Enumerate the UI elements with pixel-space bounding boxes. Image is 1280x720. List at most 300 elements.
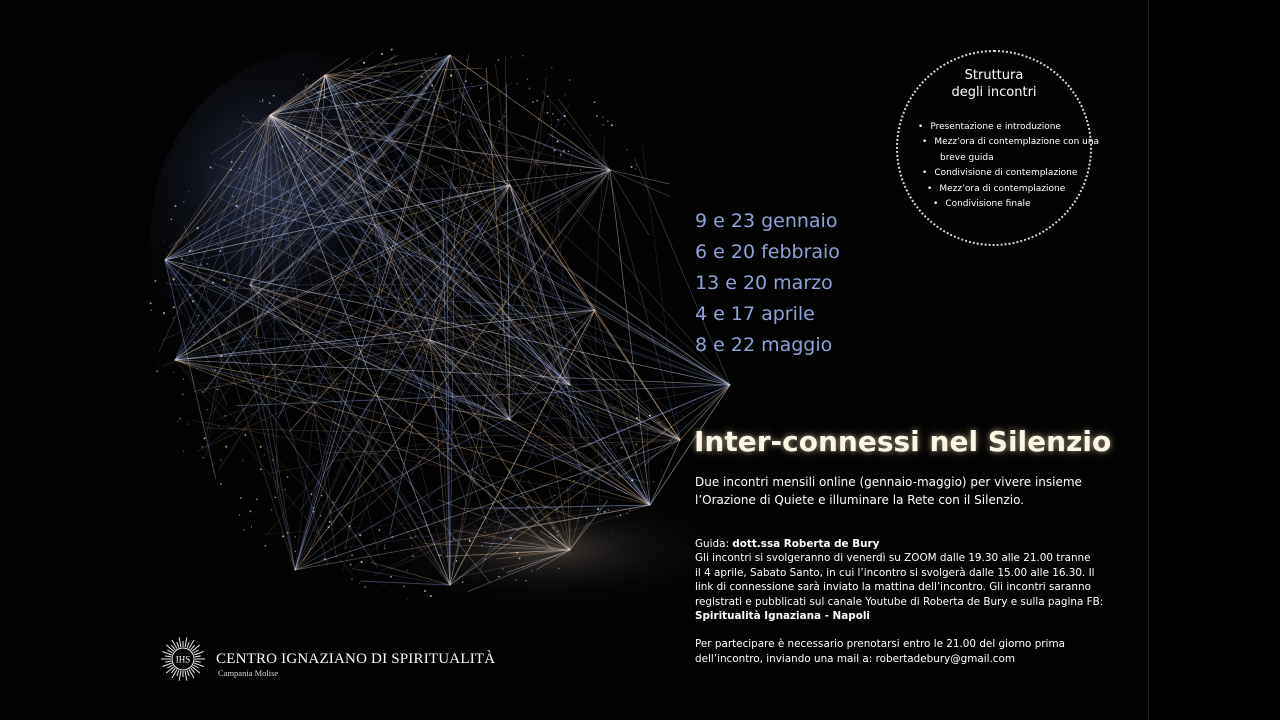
logo-ray bbox=[177, 670, 179, 676]
network-node bbox=[430, 595, 432, 597]
network-node bbox=[569, 79, 570, 80]
network-node bbox=[193, 333, 195, 335]
network-node bbox=[596, 115, 598, 117]
network-node bbox=[528, 87, 530, 89]
structure-item: • Condivisione finale bbox=[933, 199, 1031, 210]
network-node bbox=[183, 201, 184, 202]
network-node bbox=[456, 560, 458, 562]
network-node bbox=[551, 67, 553, 69]
network-node bbox=[412, 545, 413, 546]
info-line-email: dell’incontro, inviando una mail a: robertadebury@gmail.com bbox=[695, 652, 1016, 665]
network-node bbox=[492, 535, 494, 537]
network-node bbox=[324, 96, 326, 98]
network-node bbox=[411, 90, 412, 91]
network-node bbox=[428, 536, 429, 537]
network-node bbox=[445, 538, 446, 539]
network-node bbox=[560, 153, 562, 155]
network-node bbox=[329, 521, 331, 523]
network-node bbox=[618, 473, 619, 474]
network-node bbox=[206, 263, 208, 265]
network-node bbox=[469, 539, 470, 540]
network-node bbox=[313, 510, 315, 512]
date-line: 9 e 23 gennaio bbox=[695, 210, 838, 232]
guide-line: Guida: dott.ssa Roberta de Bury bbox=[695, 538, 880, 550]
network-node bbox=[181, 278, 182, 279]
network-node bbox=[220, 483, 222, 485]
network-node bbox=[177, 421, 178, 422]
network-node bbox=[564, 115, 566, 117]
network-edge bbox=[326, 440, 680, 453]
network-node bbox=[193, 341, 195, 343]
network-node bbox=[324, 558, 326, 560]
network-node bbox=[638, 419, 640, 421]
network-node bbox=[260, 446, 262, 448]
network-node bbox=[308, 130, 310, 132]
network-node bbox=[597, 508, 599, 510]
network-node bbox=[573, 480, 574, 481]
network-node bbox=[554, 495, 555, 496]
network-node bbox=[524, 105, 525, 106]
network-node bbox=[242, 115, 244, 117]
network-node bbox=[557, 119, 559, 121]
structure-item: • Mezz’ora di contemplazione bbox=[927, 183, 1066, 194]
network-node bbox=[351, 554, 353, 556]
network-node bbox=[608, 509, 609, 510]
network-node bbox=[455, 112, 456, 113]
network-node bbox=[150, 303, 152, 305]
network-node bbox=[359, 583, 360, 584]
network-node bbox=[225, 446, 227, 448]
network-node bbox=[212, 282, 214, 284]
network-node bbox=[182, 394, 183, 395]
network-edge bbox=[610, 170, 669, 184]
network-node bbox=[307, 79, 308, 80]
logo-ray bbox=[191, 668, 195, 673]
network-node bbox=[294, 126, 296, 128]
network-node bbox=[532, 570, 533, 571]
structure-title-line-2: degli incontri bbox=[951, 85, 1037, 100]
structure-item: • Mezz’ora di contemplazione con una bbox=[922, 137, 1100, 148]
network-node bbox=[433, 106, 435, 108]
network-node bbox=[208, 258, 209, 259]
network-node bbox=[271, 509, 273, 511]
network-node bbox=[645, 422, 646, 423]
network-node bbox=[510, 537, 512, 539]
network-node bbox=[554, 149, 556, 151]
network-node bbox=[523, 527, 525, 529]
network-node bbox=[208, 309, 210, 311]
network-node bbox=[429, 540, 430, 541]
network-node bbox=[231, 161, 233, 163]
network-node bbox=[310, 548, 311, 549]
logo-ray bbox=[187, 670, 189, 676]
bullet-icon: • bbox=[922, 137, 928, 148]
date-line: 8 e 22 maggio bbox=[695, 334, 833, 356]
network-node bbox=[558, 568, 560, 570]
logo-ray bbox=[167, 650, 172, 653]
network-node bbox=[480, 87, 482, 89]
network-node bbox=[316, 144, 318, 146]
network-node bbox=[269, 102, 271, 104]
network-node bbox=[262, 99, 263, 100]
network-node bbox=[627, 513, 628, 514]
network-node bbox=[241, 182, 242, 183]
network-node bbox=[341, 514, 343, 516]
logo-ray bbox=[185, 637, 187, 647]
network-node bbox=[303, 74, 304, 75]
logo-monogram: IHS bbox=[175, 654, 191, 665]
network-node bbox=[285, 489, 286, 490]
network-node bbox=[260, 468, 262, 470]
network-node bbox=[198, 315, 199, 316]
logo-ray bbox=[193, 665, 198, 668]
network-globe-image bbox=[130, 30, 750, 610]
network-node bbox=[181, 258, 183, 260]
network-node bbox=[203, 212, 204, 213]
network-node bbox=[353, 73, 354, 74]
logo-ray bbox=[195, 661, 201, 662]
network-node bbox=[403, 585, 405, 587]
network-node bbox=[532, 101, 534, 103]
date-line: 4 e 17 aprile bbox=[695, 303, 815, 325]
logo-ray bbox=[195, 656, 201, 657]
network-node bbox=[259, 101, 260, 102]
network-node bbox=[453, 538, 455, 540]
network-node bbox=[352, 112, 353, 113]
network-node bbox=[498, 120, 500, 122]
bullet-icon: • bbox=[927, 183, 933, 194]
network-node bbox=[629, 498, 630, 499]
network-node bbox=[450, 74, 452, 76]
network-node bbox=[207, 409, 208, 410]
ihs-sun-logo-icon bbox=[160, 636, 206, 682]
network-node bbox=[171, 219, 172, 220]
network-node bbox=[390, 576, 392, 578]
network-node bbox=[504, 116, 506, 118]
network-node bbox=[173, 306, 175, 308]
network-node bbox=[388, 73, 390, 75]
network-node bbox=[216, 389, 218, 391]
network-node bbox=[473, 553, 474, 554]
network-node bbox=[415, 556, 416, 557]
network-node bbox=[391, 536, 393, 538]
network-node bbox=[557, 535, 559, 537]
network-node bbox=[556, 508, 558, 510]
network-node bbox=[564, 500, 565, 501]
network-node bbox=[174, 205, 176, 207]
network-node bbox=[295, 536, 296, 537]
network-node bbox=[307, 84, 308, 85]
network-node bbox=[213, 168, 214, 169]
network-node bbox=[321, 559, 322, 560]
network-node bbox=[436, 553, 437, 554]
bullet-icon: • bbox=[922, 168, 928, 179]
network-node bbox=[412, 555, 414, 557]
network-node bbox=[617, 516, 618, 517]
network-node bbox=[204, 437, 206, 439]
network-node bbox=[372, 121, 373, 122]
network-node bbox=[479, 101, 480, 102]
info-line: il 4 aprile, Sabato Santo, in cui l’incontro si svolgerà dalle 15.00 alle 16.30. Il bbox=[695, 566, 1095, 579]
network-node bbox=[282, 535, 284, 537]
network-node bbox=[557, 140, 559, 142]
network-node bbox=[384, 547, 385, 548]
network-node bbox=[156, 370, 158, 372]
network-node bbox=[281, 145, 283, 147]
network-node bbox=[421, 76, 423, 78]
network-node bbox=[612, 532, 613, 533]
network-node bbox=[462, 581, 463, 582]
network-node bbox=[626, 149, 628, 151]
network-node bbox=[499, 124, 501, 126]
network-node bbox=[515, 579, 517, 581]
network-node bbox=[498, 59, 500, 61]
meeting-structure-circle bbox=[896, 50, 1100, 246]
network-edge bbox=[541, 90, 610, 170]
info-line: link di connessione sarà inviato la mattina dell’incontro. Gli incontri saranno bbox=[695, 581, 1091, 594]
network-node bbox=[577, 520, 578, 521]
network-node bbox=[150, 309, 152, 311]
network-node bbox=[347, 101, 348, 102]
network-node bbox=[173, 372, 174, 373]
network-node bbox=[264, 454, 265, 455]
network-node bbox=[635, 451, 637, 453]
structure-title bbox=[898, 67, 1090, 101]
network-node bbox=[580, 169, 581, 170]
network-node bbox=[298, 159, 299, 160]
network-node bbox=[441, 571, 442, 572]
structure-item: • Condivisione di contemplazione bbox=[922, 168, 1078, 179]
network-node bbox=[189, 250, 191, 252]
network-node bbox=[210, 200, 212, 202]
network-node bbox=[179, 418, 181, 420]
info-line: Per partecipare è necessario prenotarsi entro le 21.00 del giorno prima bbox=[695, 638, 1065, 651]
logo-ray bbox=[193, 650, 198, 653]
network-node bbox=[481, 542, 482, 543]
network-node bbox=[417, 63, 418, 64]
logo-ray bbox=[191, 645, 195, 650]
structure-item: • Presentazione e introduzione bbox=[918, 122, 1061, 132]
network-node bbox=[410, 537, 411, 538]
logo-ray bbox=[187, 642, 189, 648]
network-node bbox=[577, 487, 578, 488]
network-node bbox=[564, 124, 565, 125]
network-node bbox=[620, 447, 622, 449]
network-node bbox=[202, 446, 204, 448]
network-node bbox=[517, 83, 518, 84]
network-node bbox=[631, 166, 633, 168]
network-node bbox=[370, 84, 371, 85]
network-node bbox=[239, 168, 240, 169]
network-node bbox=[187, 424, 188, 425]
network-node bbox=[222, 343, 224, 345]
network-node bbox=[525, 580, 527, 582]
network-node bbox=[356, 103, 358, 105]
network-node bbox=[206, 409, 207, 410]
info-line: Gli incontri si svolgeranno di venerdì su ZOOM dalle 19.30 alle 21.00 tranne bbox=[695, 552, 1091, 565]
network-edge bbox=[510, 77, 547, 420]
network-node bbox=[173, 278, 175, 280]
network-node bbox=[298, 142, 300, 144]
network-node bbox=[547, 95, 549, 97]
network-node bbox=[452, 84, 453, 85]
org-name: CENTRO IGNAZIANO DI SPIRITUALITÀ bbox=[216, 651, 496, 667]
network-node bbox=[405, 74, 406, 75]
main-title: Inter-connessi nel Silenzio bbox=[694, 425, 1112, 458]
network-node bbox=[536, 100, 538, 102]
network-node bbox=[200, 264, 202, 266]
network-node bbox=[590, 135, 591, 136]
network-node bbox=[241, 151, 243, 153]
network-node bbox=[458, 94, 459, 95]
network-node bbox=[384, 584, 385, 585]
network-node bbox=[341, 101, 343, 103]
network-node bbox=[552, 136, 553, 137]
network-node bbox=[349, 525, 351, 527]
network-node bbox=[522, 55, 523, 56]
network-node bbox=[581, 501, 582, 502]
network-node bbox=[636, 417, 638, 419]
network-node bbox=[381, 53, 383, 55]
network-node bbox=[321, 495, 322, 496]
network-node bbox=[636, 164, 637, 165]
logo-ray bbox=[167, 665, 172, 668]
logo-ray bbox=[185, 671, 187, 681]
network-node bbox=[189, 191, 190, 192]
structure-item-continuation: breve guida bbox=[940, 152, 994, 163]
network-node bbox=[311, 494, 313, 496]
network-node bbox=[274, 497, 275, 498]
network-node bbox=[249, 510, 251, 512]
network-node bbox=[242, 460, 243, 461]
network-node bbox=[423, 83, 424, 84]
network-node bbox=[653, 481, 654, 482]
network-node bbox=[413, 105, 414, 106]
network-node bbox=[632, 416, 633, 417]
intro-line: l’Orazione di Quiete e illuminare la Rete con il Silenzio. bbox=[695, 493, 1025, 507]
network-node bbox=[203, 252, 204, 253]
network-node bbox=[396, 63, 398, 65]
network-node bbox=[603, 492, 604, 493]
network-node bbox=[239, 514, 240, 515]
network-node bbox=[332, 502, 334, 504]
logo-ray bbox=[165, 656, 171, 657]
date-line: 13 e 20 marzo bbox=[695, 272, 833, 294]
network-node bbox=[601, 166, 602, 167]
network-node bbox=[192, 300, 194, 302]
network-node bbox=[207, 291, 208, 292]
network-node bbox=[272, 459, 274, 461]
logo-ray bbox=[165, 661, 171, 662]
network-edge bbox=[603, 155, 680, 440]
network-node bbox=[527, 506, 529, 508]
network-node bbox=[635, 168, 636, 169]
network-node bbox=[372, 104, 374, 106]
fb-page-name: Spiritualità Ignaziana - Napoli bbox=[695, 610, 870, 623]
network-node bbox=[158, 362, 159, 363]
network-node bbox=[586, 517, 588, 519]
network-edge bbox=[610, 170, 670, 197]
network-node bbox=[465, 80, 467, 82]
network-node bbox=[214, 369, 216, 371]
network-node bbox=[407, 599, 408, 600]
network-node bbox=[313, 507, 315, 509]
network-node bbox=[240, 497, 242, 499]
network-node bbox=[404, 111, 405, 112]
network-node bbox=[629, 510, 631, 512]
network-node bbox=[620, 515, 622, 517]
info-line: registrati e pubblicati sul canale Youtube di Roberta de Bury e sulla pagina FB: bbox=[695, 595, 1104, 608]
network-node bbox=[256, 498, 258, 500]
network-node bbox=[357, 104, 359, 106]
network-node bbox=[573, 128, 574, 129]
network-node bbox=[287, 532, 288, 533]
network-node bbox=[484, 558, 486, 560]
network-node bbox=[487, 82, 488, 83]
network-node bbox=[351, 579, 353, 581]
bullet-icon: • bbox=[933, 199, 939, 210]
network-node bbox=[607, 120, 609, 122]
network-node bbox=[549, 518, 550, 519]
network-node bbox=[635, 486, 636, 487]
network-node bbox=[218, 426, 219, 427]
logo-ray bbox=[171, 645, 175, 650]
network-node bbox=[359, 534, 361, 536]
meeting-dates bbox=[695, 207, 915, 362]
network-node bbox=[682, 415, 683, 416]
network-node bbox=[391, 58, 392, 59]
network-node bbox=[670, 441, 671, 442]
network-node bbox=[287, 476, 289, 478]
structure-list bbox=[912, 120, 1100, 212]
network-node bbox=[163, 312, 165, 314]
intro-text bbox=[695, 473, 1135, 509]
network-node bbox=[269, 170, 270, 171]
network-node bbox=[495, 529, 496, 530]
network-node bbox=[658, 422, 660, 424]
network-node bbox=[661, 470, 662, 471]
network-node bbox=[454, 579, 455, 580]
network-node bbox=[407, 570, 408, 571]
network-node bbox=[519, 557, 521, 559]
network-node bbox=[364, 586, 366, 588]
network-node bbox=[563, 150, 565, 152]
network-node bbox=[475, 526, 476, 527]
network-node bbox=[391, 49, 393, 51]
network-node bbox=[183, 379, 184, 380]
bullet-icon: • bbox=[918, 122, 924, 132]
network-node bbox=[631, 479, 633, 481]
network-node bbox=[219, 250, 221, 252]
network-node bbox=[244, 434, 246, 436]
network-node bbox=[585, 546, 586, 547]
org-region: Campania Molise bbox=[218, 668, 279, 678]
network-node bbox=[220, 459, 222, 461]
network-node bbox=[637, 464, 639, 466]
network-node bbox=[246, 167, 248, 169]
network-node bbox=[602, 124, 604, 126]
network-node bbox=[526, 509, 527, 510]
network-node bbox=[360, 102, 361, 103]
network-node bbox=[484, 532, 485, 533]
network-node bbox=[552, 113, 554, 115]
network-node bbox=[464, 539, 465, 540]
network-node bbox=[217, 245, 219, 247]
network-node bbox=[594, 102, 596, 104]
network-node bbox=[349, 112, 351, 114]
network-node bbox=[610, 457, 611, 458]
network-node bbox=[431, 85, 433, 87]
